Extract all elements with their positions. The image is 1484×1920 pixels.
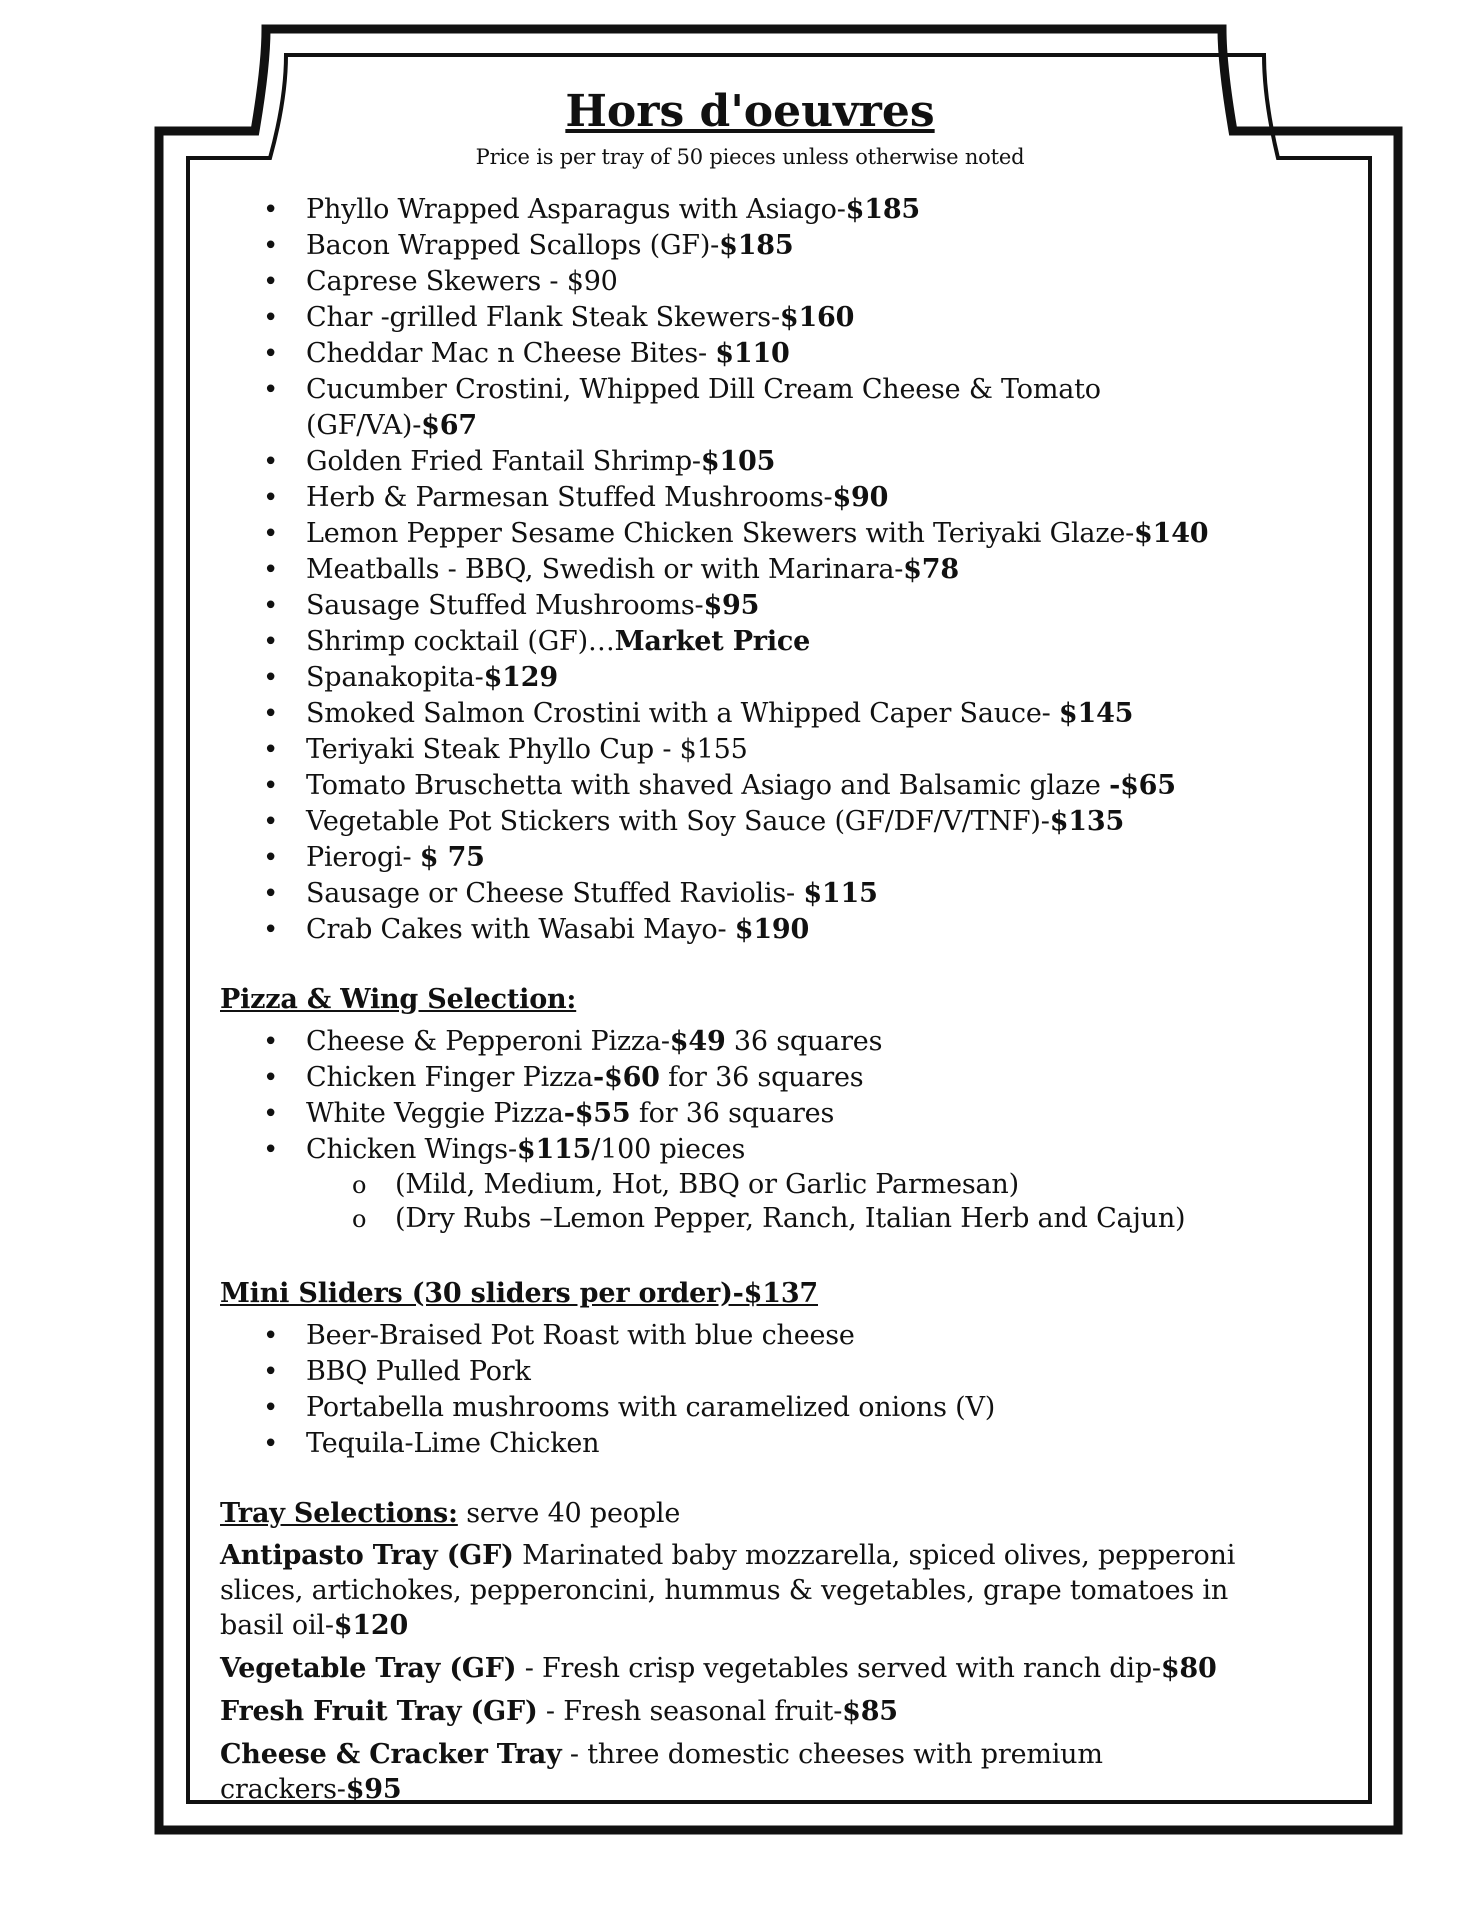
- list-item: • Crab Cakes with Wasabi Mayo- $190: [220, 912, 1280, 948]
- list-item: • White Veggie Pizza-$55 for 36 squares: [220, 1096, 1280, 1132]
- list-item: • Caprese Skewers - $90: [220, 264, 1280, 300]
- list-item: • Teriyaki Steak Phyllo Cup - $155: [220, 732, 1280, 768]
- tray-item: Cheese & Cracker Tray - three domestic cheeses with premium crackers-$95: [220, 1739, 1103, 1805]
- trays-section-heading: Tray Selections: serve 40 people: [220, 1498, 681, 1529]
- list-item: o (Mild, Medium, Hot, BBQ or Garlic Parmesan): [220, 1168, 1280, 1202]
- list-item: • Sausage Stuffed Mushrooms-$95: [220, 588, 1280, 624]
- menu-content: [220, 84, 1280, 1815]
- list-item: • Vegetable Pot Stickers with Soy Sauce (GF/DF/V/TNF)-$135: [220, 804, 1280, 840]
- list-item: • Herb & Parmesan Stuffed Mushrooms-$90: [220, 480, 1280, 516]
- hors-doeuvres-list: [220, 192, 1280, 948]
- list-item: • Meatballs - BBQ, Swedish or with Marinara-$78: [220, 552, 1280, 588]
- page-subtitle: Price is per tray of 50 pieces unless otherwise noted: [475, 145, 1025, 169]
- list-item: • Cheddar Mac n Cheese Bites- $110: [220, 336, 1280, 372]
- list-item: • Sausage or Cheese Stuffed Raviolis- $115: [220, 876, 1280, 912]
- tray-item: Antipasto Tray (GF) Marinated baby mozzarella, spiced olives, pepperoni slices, artichokes, pepperoncini, hummus & vegetables, grape tomatoes in basil oil-$120: [220, 1540, 1236, 1641]
- sliders-list: [220, 1318, 1280, 1462]
- pizza-section-heading: Pizza & Wing Selection:: [220, 984, 577, 1015]
- list-item: • Spanakopita-$129: [220, 660, 1280, 696]
- list-item: • Tomato Bruschetta with shaved Asiago and Balsamic glaze -$65: [220, 768, 1280, 804]
- tray-item: Fresh Fruit Tray (GF) - Fresh seasonal fruit-$85: [220, 1696, 898, 1727]
- list-item: • Char -grilled Flank Steak Skewers-$160: [220, 300, 1280, 336]
- list-item: • Portabella mushrooms with caramelized onions (V): [220, 1390, 1280, 1426]
- list-item: • Cheese & Pepperoni Pizza-$49 36 squares: [220, 1024, 1280, 1060]
- list-item: • BBQ Pulled Pork: [220, 1354, 1280, 1390]
- list-item: • Pierogi- $ 75: [220, 840, 1280, 876]
- list-item: • Bacon Wrapped Scallops (GF)-$185: [220, 228, 1280, 264]
- wing-options-list: [220, 1168, 1280, 1236]
- pizza-list: [220, 1024, 1280, 1168]
- tray-item: Vegetable Tray (GF) - Fresh crisp vegetables served with ranch dip-$80: [220, 1653, 1217, 1684]
- list-item: • Chicken Wings-$115/100 pieces: [220, 1132, 1280, 1168]
- list-item: • Beer-Braised Pot Roast with blue cheese: [220, 1318, 1280, 1354]
- list-item: • Tequila-Lime Chicken: [220, 1426, 1280, 1462]
- page-title: Hors d'oeuvres: [565, 86, 935, 137]
- list-item: • Shrimp cocktail (GF)…Market Price: [220, 624, 1280, 660]
- list-item: • Golden Fried Fantail Shrimp-$105: [220, 444, 1280, 480]
- list-item: • Cucumber Crostini, Whipped Dill Cream Cheese & Tomato (GF/VA)-$67: [220, 372, 1280, 444]
- sliders-section-heading: Mini Sliders (30 sliders per order)-$137: [220, 1278, 818, 1309]
- list-item: • Smoked Salmon Crostini with a Whipped Caper Sauce- $145: [220, 696, 1280, 732]
- list-item: o (Dry Rubs –Lemon Pepper, Ranch, Italian Herb and Cajun): [220, 1202, 1280, 1236]
- list-item: • Phyllo Wrapped Asparagus with Asiago-$185: [220, 192, 1280, 228]
- list-item: • Lemon Pepper Sesame Chicken Skewers with Teriyaki Glaze-$140: [220, 516, 1280, 552]
- list-item: • Chicken Finger Pizza-$60 for 36 squares: [220, 1060, 1280, 1096]
